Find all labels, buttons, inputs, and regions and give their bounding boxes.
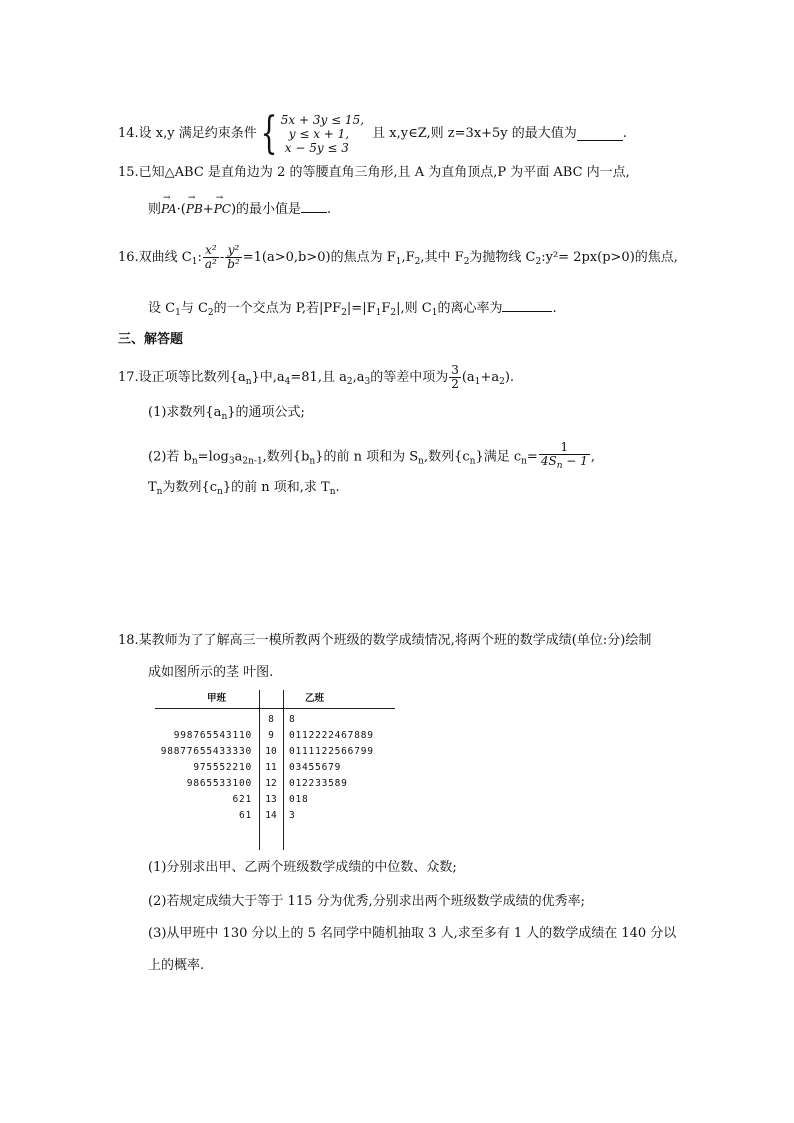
q17-sub: 3 <box>228 456 235 467</box>
right-leaves: 0111122566799 <box>289 746 374 757</box>
answer-blank <box>577 128 623 141</box>
q17-sub: n <box>418 456 424 467</box>
question-17-part1 <box>148 404 305 426</box>
q16-text: F <box>381 301 391 316</box>
q17-text: ). <box>504 370 515 385</box>
q17-text: a <box>234 449 243 465</box>
q16-sub: 1 <box>191 257 198 267</box>
question-18-part3b: 上的概率. <box>148 958 205 973</box>
q17-sub: n <box>309 456 316 467</box>
stem-value: 12 <box>265 778 277 789</box>
q17-text: 的等差中项为 <box>370 370 449 385</box>
q16-sub: 2 <box>463 257 470 267</box>
question-15-line2 <box>148 200 331 219</box>
left-leaves: 61 <box>238 810 252 821</box>
stem-leaf-row <box>155 808 400 824</box>
stem-value: 10 <box>265 746 277 757</box>
q16-minus: - <box>219 250 225 265</box>
constraint-3: x − 5y ≤ 3 <box>284 141 349 155</box>
frac-num: x² <box>203 244 219 258</box>
answer-blank <box>301 200 327 213</box>
q16-sub: 1 <box>431 308 438 318</box>
question-15-line1: 15.已知△ABC 是直角边为 2 的等腰直角三角形,且 A 为直角顶点,P 为平面 ABC 内一点, <box>118 165 630 180</box>
q15-end: . <box>327 202 332 217</box>
stem-value: 11 <box>265 762 277 773</box>
right-leaves: 0112222467889 <box>289 730 374 741</box>
right-leaves: 3 <box>289 810 296 821</box>
right-leaves: 03455679 <box>289 762 342 773</box>
stem-leaf-row <box>155 712 400 728</box>
q17-sub: n <box>521 456 527 467</box>
q17-sub: 4 <box>284 377 291 387</box>
right-leaves: 018 <box>289 794 309 805</box>
question-17-part2 <box>148 441 595 473</box>
q16-sub: 1 <box>375 308 382 318</box>
q17-text: }的通项公式; <box>227 405 305 420</box>
stem-leaf-plot <box>155 690 400 850</box>
left-leaves: 621 <box>232 794 252 805</box>
q16-text: :y²= 2px(p>0)的焦点, <box>541 250 678 265</box>
fraction-c-n <box>539 441 590 473</box>
q15-post: )的最小值是 <box>230 202 302 217</box>
q17-sub: 2 <box>346 377 353 387</box>
q17-text: , <box>590 449 595 465</box>
question-17-line1 <box>118 364 514 391</box>
fraction-x2-a2 <box>203 244 219 271</box>
q16-text: 与 C <box>180 301 208 316</box>
left-leaves: 98877655433330 <box>160 746 252 757</box>
q17-text: }满足 c <box>475 449 522 465</box>
question-17-part3 <box>148 479 340 501</box>
question-18-line1: 18.某教师为了了解高三一模所教两个班级的数学成绩情况,将两个班的数学成绩(单位:分)绘制 <box>118 633 652 648</box>
question-16-line1 <box>118 244 678 271</box>
q17-text: =log <box>197 449 229 465</box>
q17-text: T <box>148 480 157 495</box>
frac-den-sub: n <box>556 461 563 471</box>
left-header: 甲班 <box>207 693 227 704</box>
q17-text: }中,a <box>251 370 285 385</box>
fraction-y2-b2 <box>225 244 242 271</box>
q16-sub: 1 <box>395 257 402 267</box>
right-header: 乙班 <box>305 693 325 704</box>
fraction-3-2 <box>449 364 461 391</box>
question-14 <box>118 108 627 159</box>
q17-text: 为数列{c <box>162 480 218 495</box>
q17-text: +a <box>480 370 500 385</box>
q16-text: ,F <box>401 250 415 265</box>
frac-num: y² <box>225 244 242 258</box>
q16-pre: 16.双曲线 C <box>118 250 192 265</box>
q15-pre: 则 <box>148 202 162 217</box>
constraint-system <box>281 113 364 155</box>
vector-pc: → PC <box>214 200 231 218</box>
frac-den-tail: − 1 <box>562 454 588 468</box>
q16-colon: : <box>197 250 202 265</box>
q17-text: (2)若 b <box>148 449 192 465</box>
q17-text: 17.设正项等比数列{a <box>118 370 246 385</box>
q16-text: |,则 C <box>396 301 432 316</box>
section-heading: 三、解答题 <box>118 332 184 347</box>
q14-suffix: 且 x,y∈Z,则 z=3x+5y 的最大值为 <box>372 126 577 141</box>
question-18-part3a: (3)从甲班中 130 分以上的 5 名同学中随机抽取 3 人,求至多有 1 人的数学成绩在 140 分以 <box>148 926 677 941</box>
q17-sub: n <box>217 487 223 497</box>
right-leaves: 8 <box>289 714 296 725</box>
q16-post: =1(a>0,b>0)的焦点为 F <box>242 250 396 265</box>
stem-leaf-row <box>155 776 400 792</box>
q17-sub: 2 <box>499 377 505 387</box>
stem-value: 9 <box>268 730 274 741</box>
q16-end: . <box>552 301 557 316</box>
q16-sub: 2 <box>414 257 421 267</box>
frac-num: 1 <box>539 441 590 455</box>
frac-den <box>539 455 590 473</box>
frac-den: 2 <box>451 377 459 391</box>
constraint-1: 5x + 3y ≤ 15, <box>280 113 365 127</box>
q16-sub: 2 <box>341 308 347 318</box>
left-leaves: 998765543110 <box>173 730 252 741</box>
q15-plus: + <box>202 202 214 217</box>
q17-text: ,数列{b <box>262 449 310 465</box>
question-16-line2 <box>148 299 557 322</box>
stem-value: 14 <box>265 810 277 821</box>
q17-text: }的前 n 项和为 S <box>315 449 419 465</box>
q17-sub: n <box>245 377 252 387</box>
q16-text: ,其中 F <box>420 250 464 265</box>
q17-text: = <box>526 449 538 465</box>
q16-sub: 2 <box>390 308 397 318</box>
q17-sub: n <box>469 456 476 467</box>
brace-symbol: { <box>260 108 278 159</box>
q17-text: ,a <box>352 370 365 385</box>
q17-sub: n <box>191 456 198 467</box>
frac-den: b² <box>227 257 240 271</box>
stem-value: 13 <box>265 794 277 805</box>
stem-leaf-row <box>155 728 400 744</box>
q16-text: |=|F <box>346 301 376 316</box>
question-18-part2: (2)若规定成绩大于等于 115 分为优秀,分别求出两个班级数学成绩的优秀率; <box>148 894 586 909</box>
q17-sub: 3 <box>364 377 371 387</box>
frac-den: a² <box>204 257 217 271</box>
vector-pa: → PA <box>161 200 177 218</box>
q14-end: . <box>622 126 627 141</box>
q16-sub: 1 <box>175 308 181 318</box>
left-leaves: 975552210 <box>193 762 252 773</box>
q17-text: }的前 n 项和,求 T <box>222 480 330 495</box>
right-leaves: 012233589 <box>289 778 348 789</box>
q16-text: 的离心率为 <box>437 301 503 316</box>
left-leaves: 9865533100 <box>186 778 252 789</box>
q17-text: =81,且 a <box>290 370 347 385</box>
vector-pb: → PB <box>186 200 203 218</box>
frac-num: 3 <box>451 363 459 377</box>
question-18-line2: 成如图所示的茎 叶图. <box>148 665 274 680</box>
stem-leaf-row <box>155 744 400 760</box>
stem-leaf-row <box>155 760 400 776</box>
frac-den-text: 4S <box>540 454 557 468</box>
q17-sub: n <box>156 487 163 497</box>
q14-prefix: 14.设 x,y 满足约束条件 <box>118 126 257 141</box>
q16-sub: 2 <box>535 257 542 267</box>
q17-text: ,数列{c <box>423 449 470 465</box>
constraint-2: y ≤ x + 1, <box>288 127 350 141</box>
header-rule <box>155 708 395 709</box>
question-18-part1: (1)分别求出甲、乙两个班级数学成绩的中位数、众数; <box>148 860 457 875</box>
q16-text: 为抛物线 C <box>469 250 536 265</box>
q16-sub: 2 <box>207 308 214 318</box>
q16-text: 设 C <box>148 301 176 316</box>
stem-value: 8 <box>268 714 274 725</box>
q15-dot: ·( <box>176 202 186 217</box>
stem-leaf-row <box>155 792 400 808</box>
q16-text: 的一个交点为 P,若|PF <box>213 301 342 316</box>
answer-blank <box>502 299 552 312</box>
q17-text: . <box>335 480 340 495</box>
q17-text: (a <box>461 370 475 385</box>
q17-sub: 2n-1 <box>242 456 263 467</box>
q17-text: (1)求数列{a <box>148 405 222 420</box>
q17-sub: n <box>329 487 336 497</box>
q17-sub: 1 <box>474 377 481 387</box>
q17-sub: n <box>221 412 228 422</box>
